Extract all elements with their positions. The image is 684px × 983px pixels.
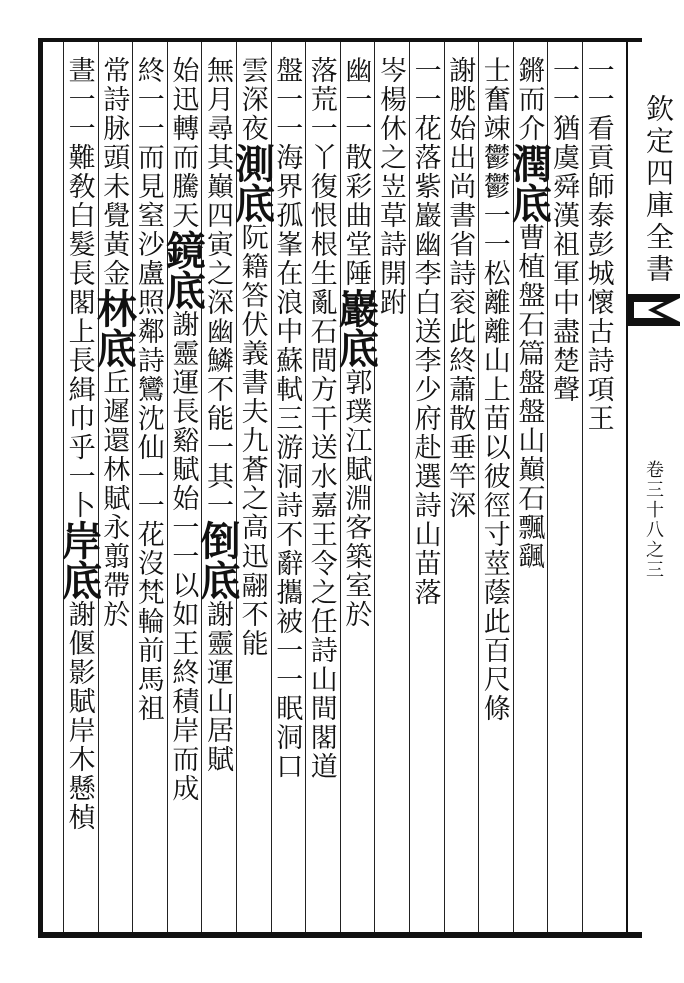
column-text: 謝偃影賦岸木懸楨 [63,600,95,832]
volume-label: 卷三十八之三 [643,460,664,580]
column-text: 阮籍答伏義書夫九蒼之高迅翮不能 [236,223,268,658]
column-text: 一一花落紫巖幽李白送李少府赴選詩山苗落 [409,56,441,607]
column-text: 謝朓始出尚書省詩衮此終蕭散垂竿深 [444,56,476,520]
text-column-c1 [584,56,619,936]
text-column-c4 [480,56,515,936]
column-text: 士奮竦 [478,56,510,143]
column-text: 盤一一海界孤峯在浪中蘇軾三游洞詩不辭攜被一一眠洞口 [271,56,303,781]
headword: 潤底 [505,143,553,223]
column-text: 謝靈運長谿賦始一一以如王終積岸而成 [167,310,199,803]
column-text: 鏘而介 [513,56,545,143]
column-text: 幽一一散彩曲堂陲 [340,56,372,288]
column-text: 尋其巔四寅之深幽鱗不能一其一 [201,114,233,520]
text-column-c14 [134,56,169,936]
text-column-c8 [332,56,380,936]
text-column-c15 [90,56,138,936]
text-column-c7 [376,56,411,936]
column-text: 謝靈運山居賦 [201,600,233,774]
column-text: 無月 [201,56,233,114]
column-text: 鬱鬱一一松離離山上苗以彼徑寸莖蔭此百尺條 [478,143,510,723]
text-column-c10 [273,56,308,936]
text-column-c11 [228,56,276,936]
headword: 林底 [90,288,138,368]
margin-panel [626,42,684,942]
headword: 巖底 [332,288,380,368]
headword: 岸底 [55,520,103,600]
column-text: 岑楊休之岦草詩開跗 [374,56,406,317]
text-column-c12 [193,56,241,936]
column-text: 雲深夜 [236,56,268,143]
column-text: 郭璞江賦淵客築室於 [340,368,372,629]
headword: 測底 [228,143,276,223]
text-column-c5 [446,56,481,936]
fish-tail-mark-icon [620,290,684,330]
text-column-c3 [505,56,553,936]
text-column-c2 [549,56,584,936]
headword: 鏡底 [159,230,207,310]
headword: 倒底 [193,520,241,600]
column-text: 一一看貢師泰彭城懷古詩項王 [582,56,614,433]
column-text: 常詩脉頭未覺黃金 [98,56,130,288]
column-text: 丘遲還林賦永翦帶於 [98,368,130,629]
column-text: 終一一而見窒沙盧照鄰詩鸞沈仙一一花沒梵輪前馬祖 [132,56,164,723]
text-column-c6 [411,56,446,936]
column-text: 一一猶虞舜漢祖軍中盡楚聲 [547,56,579,404]
column-text: 始迅轉而騰天 [167,56,199,230]
column-text: 晝一一難敎白髮長閣上長緝巾乎一卜 [63,56,95,520]
text-column-c13 [159,56,207,936]
column-text: 曹植盤石篇盤盤山巔石飄颻 [513,223,545,571]
text-column-c16 [55,56,103,936]
column-text: 落荒一丫復恨根生亂石間方干送水嘉王令之任詩山間閣道 [305,56,337,781]
book-title: 欽定四庫全書 [642,94,675,286]
text-column-c9 [307,56,342,936]
